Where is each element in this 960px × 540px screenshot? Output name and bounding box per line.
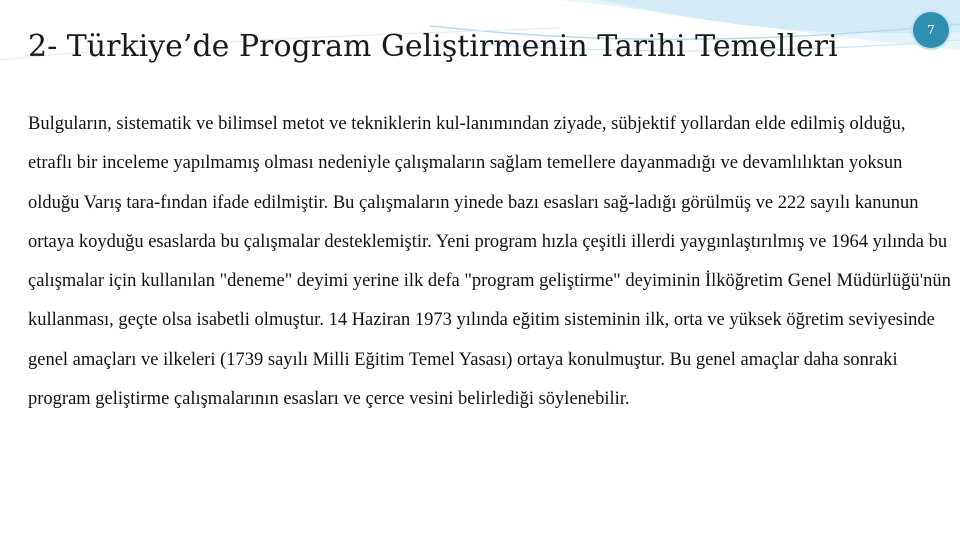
slide-title: 2- Türkiye’de Program Geliştirmenin Tarihi Temelleri (28, 29, 838, 64)
body-paragraph: Bulguların, sistematik ve bilimsel metot ve tekniklerin kul-lanımından ziyade, sübjektif yollardan elde edilmiş olduğu, etraflı bir inceleme yapılmamış olması nedeniyle çalışmaların sağlam temellere dayanmadığı ve devamlılıktan yoksun olduğu Varış tara-fından ifade edilmiştir. Bu çalışmaların yinede bazı esasları sağ-ladığı görülmüş ve 222 sayılı kanunun ortaya koyduğu esaslarda bu çalışmalar desteklemiştir. Yeni program hızla çeşitli illerdi yaygınlaştırılmış ve 1964 yılında bu çalışmalar için kullanılan "deneme" deyimi yerine ilk defa "program geliştirme" deyiminin İlköğretim Genel Müdürlüğü'nün kullanması, geçte olsa isabetli olmuştur. 14 Haziran 1973 yılında eğitim sisteminin ilk, orta ve yüksek öğretim seviyesinde genel amaçları ve ilkeleri (1739 sayılı Milli Eğitim Temel Yasası) ortaya konulmuştur. Bu genel amaçlar daha sonraki program geliştirme çalışmalarının esasları ve çerce vesini belirlediği söylenebilir. (28, 114, 951, 410)
page-number-badge: 7 (913, 12, 949, 48)
